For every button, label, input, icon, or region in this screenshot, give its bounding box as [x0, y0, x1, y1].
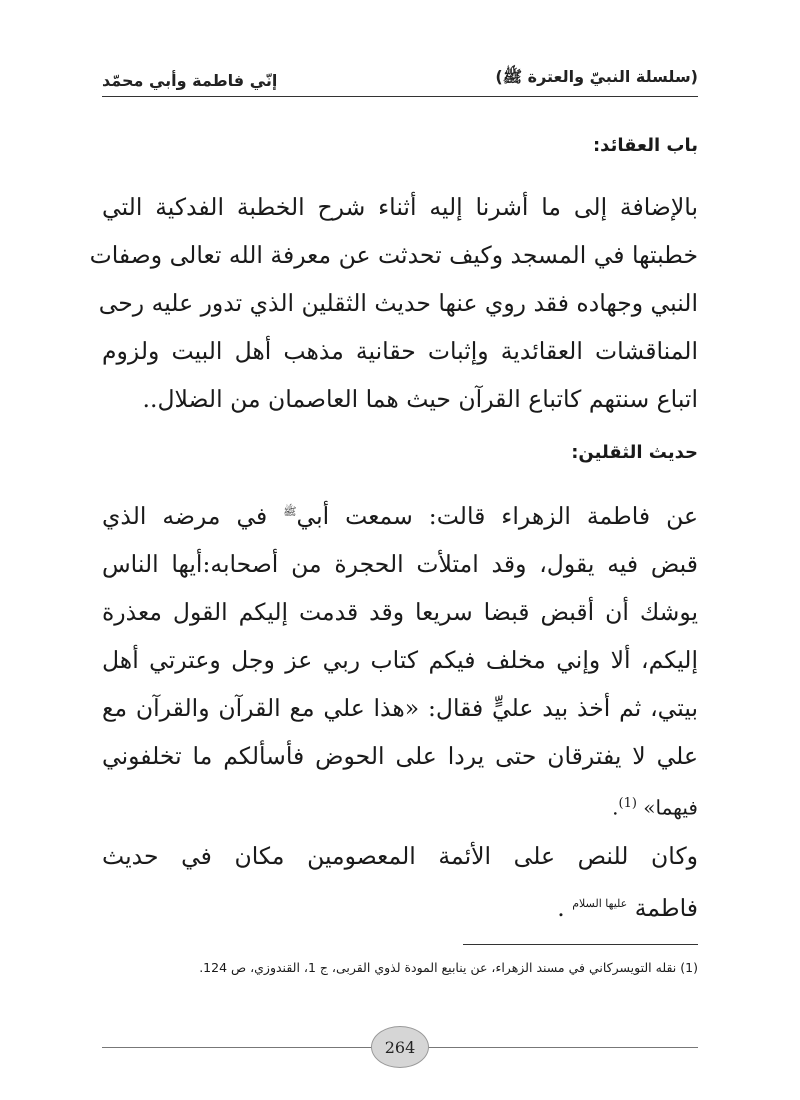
series-title: (سلسلة النبيّ والعترة ﷺ) — [495, 67, 698, 86]
closing-punctuation: . — [557, 893, 573, 922]
section-heading-thaqalayn: حديث الثقلين: — [571, 442, 698, 463]
paragraph-line: يوشك أن أقبض قبضا سريعا وقد قدمت إليكم القول معذرة — [102, 597, 698, 626]
paragraph-line: بيتي، ثم أخذ بيد عليٍّ فقال: «هذا علي مع القرآن والقرآن مع — [102, 693, 698, 722]
header-divider — [102, 96, 698, 97]
paragraph-line: قبض فيه يقول، وقد امتلأت الحجرة من أصحابه:أيها الناس — [102, 549, 698, 578]
paragraph-line: إليكم، ألا وإني مخلف فيكم كتاب ربي عز وجل وعترتي أهل — [102, 645, 698, 674]
salawat-icon: ﷺ — [283, 505, 297, 518]
paragraph-line: علي لا يفترقان حتى يردا على الحوض فأسألكم ما تخلفوني — [102, 741, 698, 770]
page-number-area — [102, 1026, 698, 1070]
closing-punctuation: . — [612, 795, 619, 820]
running-header — [102, 58, 698, 90]
fatima-name: فاطمة — [627, 893, 698, 922]
footnote-divider — [463, 944, 698, 945]
hadith-opening-cont: في مرضه الذي — [102, 501, 284, 530]
paragraph-line — [102, 780, 698, 832]
footnote-reference[interactable]: (1) — [618, 795, 637, 811]
paragraph-line — [102, 488, 698, 540]
honorific-icon: عليها السلام — [572, 897, 628, 910]
hadith-opening: عن فاطمة الزهراء قالت: سمعت أبي — [296, 501, 699, 530]
page-number: 264 — [371, 1026, 429, 1068]
paragraph-imams — [102, 832, 698, 932]
paragraph-line: المناقشات العقائدية وإثبات حقانية مذهب أهل البيت ولزوم — [102, 337, 698, 365]
paragraph-line — [102, 880, 698, 932]
paragraph-beliefs — [89, 183, 698, 423]
paragraph-thaqalayn — [102, 488, 698, 831]
hadith-closing: فيهما» — [643, 795, 698, 820]
section-heading-beliefs: باب العقائد: — [592, 135, 698, 156]
footnote-number: (1) — [680, 960, 698, 975]
paragraph-line: وكان للنص على الأئمة المعصومين مكان في حديث — [102, 842, 698, 870]
footnote-text: نقله التويسركاني في مسند الزهراء، عن ينابيع المودة لذوي القربى، ج 1، القندوزي، ص 124. — [199, 960, 677, 975]
book-title: إنّي فاطمة وأبي محمّد — [102, 71, 278, 90]
footnote — [102, 960, 698, 975]
paragraph-line: بالإضافة إلى ما أشرنا إليه أثناء شرح الخطبة الفدكية التي — [102, 193, 698, 221]
paragraph-line: اتباع سنتهم كاتباع القرآن حيث هما العاصمان من الضلال.. — [142, 385, 698, 413]
paragraph-line: خطبتها في المسجد وكيف تحدثت عن معرفة الله تعالى وصفات — [89, 241, 698, 269]
paragraph-line: النبي وجهاده فقد روي عنها حديث الثقلين الذي تدور عليه رحى — [98, 289, 698, 317]
